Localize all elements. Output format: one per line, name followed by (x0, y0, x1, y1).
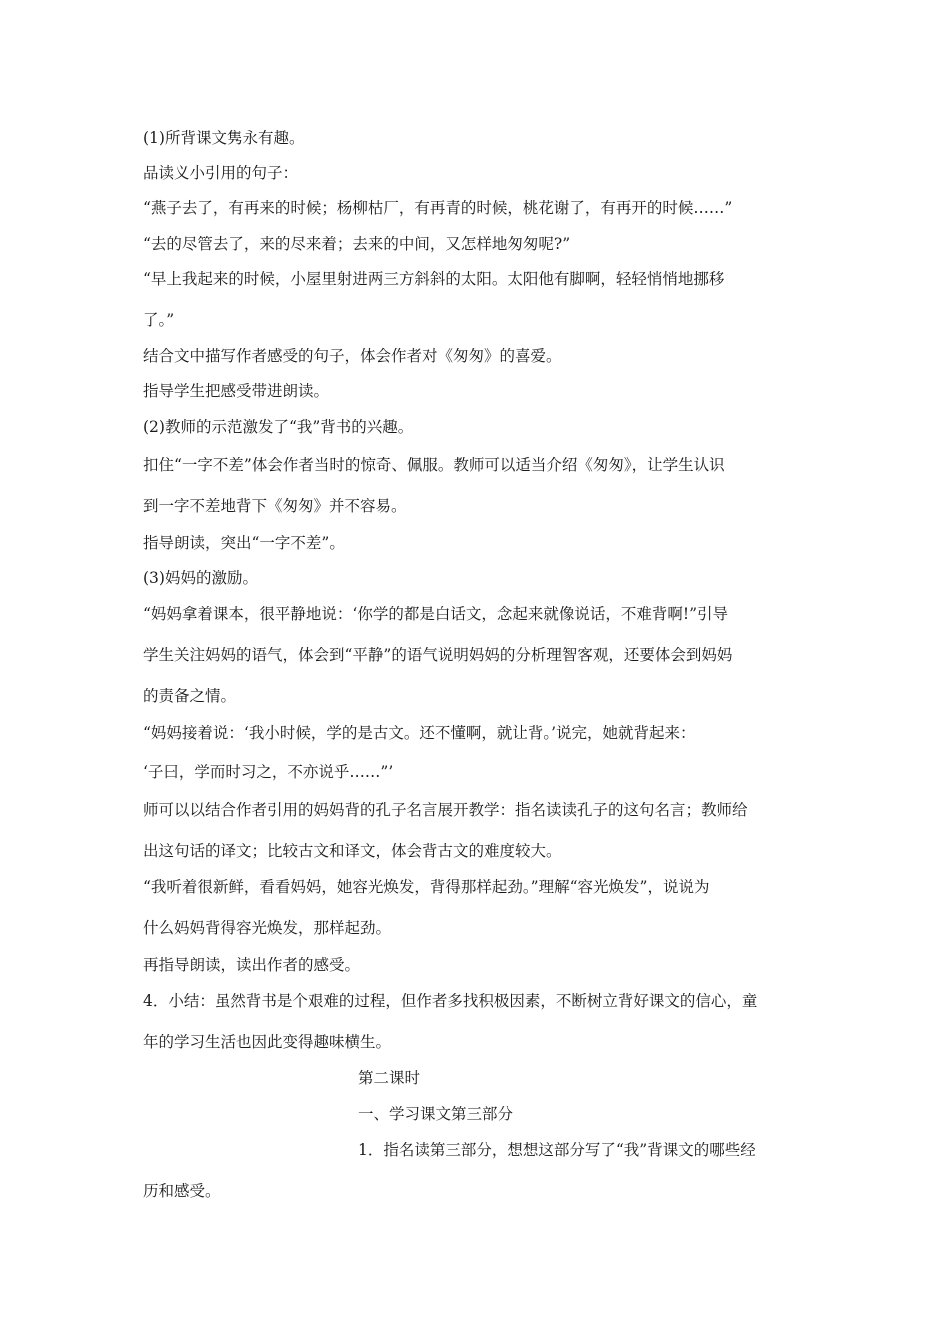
section-heading: 第二课时 (358, 1069, 421, 1087)
paragraph-line: 师可以以结合作者引用的妈妈背的孔子名言展开教学：指名读读孔子的这句名言；教师给 (143, 801, 748, 819)
subsection-heading: 一、学习课文第三部分 (358, 1105, 514, 1123)
paragraph-line: 到一字不差地背下《匆匆》并不容易。 (143, 497, 407, 515)
paragraph-line: (1)所背课文隽永有趣。 (143, 129, 305, 147)
paragraph-line: 再指导朗读，读出作者的感受。 (143, 956, 361, 974)
paragraph-line: 结合文中描写作者感受的句子，体会作者对《匆匆》的喜爱。 (143, 347, 562, 365)
paragraph-line: “妈妈接着说：‘我小时候，学的是古文。还不懂啊，就让背。’说完，她就背起来： (143, 724, 696, 742)
paragraph-line: 4．小结：虽然背书是个艰难的过程，但作者多找积极因素，不断树立背好课文的信心，童 (143, 992, 758, 1010)
paragraph-line: 学生关注妈妈的语气，体会到“平静”的语气说明妈妈的分析理智客观，还要体会到妈妈 (143, 646, 733, 664)
paragraph-line: 指导朗读，突出“一字不差”。 (143, 534, 345, 552)
quote-line: 了。” (143, 311, 175, 329)
paragraph-line: (2)教师的示范激发了“我”背书的兴趣。 (143, 418, 414, 436)
paragraph-line: 年的学习生活也因此变得趣味横生。 (143, 1033, 392, 1051)
paragraph-line: 历和感受。 (143, 1182, 221, 1200)
quote-line: “去的尽管去了，来的尽来着；去来的中间，又怎样地匆匆呢?” (143, 235, 571, 253)
paragraph-line: 出这句话的译文；比较古文和译文，体会背古文的难度较大。 (143, 842, 562, 860)
paragraph-line: (3)妈妈的激励。 (143, 569, 258, 587)
paragraph-line: ‘子曰，学而时习之，不亦说乎……”’ (143, 763, 394, 781)
paragraph-line: 1．指名读第三部分，想想这部分写了“我”背课文的哪些经 (358, 1141, 756, 1159)
quote-line: “燕子去了，有再来的时候；杨柳枯厂，有再青的时候，桃花谢了，有再开的时候……” (143, 199, 733, 217)
paragraph-line: 什么妈妈背得容光焕发，那样起劲。 (143, 919, 392, 937)
paragraph-line: 扣住“一字不差”体会作者当时的惊奇、佩服。教师可以适当介绍《匆匆》，让学生认识 (143, 456, 725, 474)
paragraph-line: “妈妈拿着课本，很平静地说：‘你学的都是白话文，念起来就像说话，不难背啊!”引导 (143, 605, 729, 623)
quote-line: “早上我起来的时候，小屋里射进两三方斜斜的太阳。太阳他有脚啊，轻轻悄悄地挪移 (143, 270, 725, 288)
paragraph-line: 指导学生把感受带进朗读。 (143, 382, 330, 400)
paragraph-line: 品读义小引用的句子： (143, 164, 299, 182)
paragraph-line: 的责备之情。 (143, 687, 237, 705)
paragraph-line: “我听着很新鲜，看看妈妈，她容光焕发，背得那样起劲。”理解“容光焕发”，说说为 (143, 878, 710, 896)
